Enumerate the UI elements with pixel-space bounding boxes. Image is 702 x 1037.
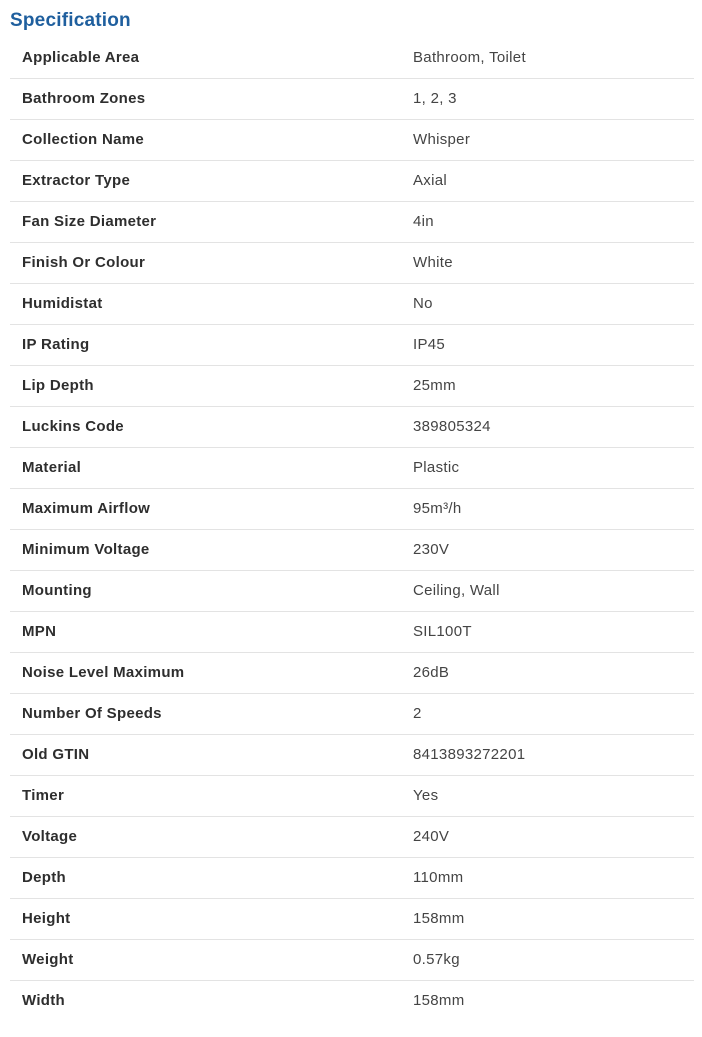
table-row (10, 570, 694, 611)
spec-label: Applicable Area (10, 38, 413, 78)
spec-value: 110mm (413, 857, 694, 898)
spec-value: 0.57kg (413, 939, 694, 980)
spec-label: Height (10, 898, 413, 939)
table-row (10, 201, 694, 242)
spec-value: 158mm (413, 898, 694, 939)
spec-value: White (413, 242, 694, 283)
spec-label: Number Of Speeds (10, 693, 413, 734)
spec-label: MPN (10, 611, 413, 652)
table-row (10, 38, 694, 78)
spec-value: 95m³/h (413, 488, 694, 529)
spec-label: Width (22, 991, 66, 1009)
spec-label: Lip Depth (10, 365, 413, 406)
table-row (10, 324, 694, 365)
specification-table-body (10, 38, 694, 1021)
spec-label: Noise Level Maximum (10, 652, 413, 693)
table-row (10, 119, 694, 160)
table-row (10, 734, 694, 775)
table-row (10, 160, 694, 201)
spec-value: Ceiling, Wall (413, 570, 694, 611)
table-row (10, 447, 694, 488)
spec-value: SIL100T (413, 611, 694, 652)
spec-value: 389805324 (413, 406, 694, 447)
table-row (10, 775, 694, 816)
spec-value: 8413893272201 (413, 734, 694, 775)
table-row (10, 406, 694, 447)
table-row (10, 939, 694, 980)
spec-label: Extractor Type (10, 160, 413, 201)
table-row (10, 898, 694, 939)
spec-value: 4in (413, 201, 694, 242)
spec-value: Yes (413, 775, 694, 816)
spec-label: Finish Or Colour (10, 242, 413, 283)
spec-label: Weight (10, 939, 413, 980)
spec-label: Depth (10, 857, 413, 898)
table-row (10, 693, 694, 734)
specification-table (10, 38, 694, 1021)
table-row (10, 488, 694, 529)
spec-label: Humidistat (10, 283, 413, 324)
spec-label: Fan Size Diameter (10, 201, 413, 242)
table-row (10, 652, 694, 693)
table-row (10, 611, 694, 652)
table-row (10, 242, 694, 283)
spec-value: Whisper (413, 119, 694, 160)
table-row (10, 816, 694, 857)
spec-value: 25mm (413, 365, 694, 406)
spec-label: Old GTIN (10, 734, 413, 775)
spec-value: No (413, 283, 694, 324)
spec-value: Axial (413, 160, 694, 201)
table-row (10, 980, 694, 1021)
table-row (10, 283, 694, 324)
table-row (10, 365, 694, 406)
spec-value: Bathroom, Toilet (413, 38, 694, 78)
table-row (10, 529, 694, 570)
spec-value: 240V (413, 816, 694, 857)
spec-label: Luckins Code (10, 406, 413, 447)
spec-label: Bathroom Zones (10, 78, 413, 119)
spec-label: Mounting (10, 570, 413, 611)
spec-label: IP Rating (10, 324, 413, 365)
table-row (10, 78, 694, 119)
spec-value: 26dB (413, 652, 694, 693)
spec-value: 2 (413, 693, 694, 734)
spec-value: IP45 (413, 324, 694, 365)
spec-value: 158mm (413, 991, 465, 1009)
section-title: Specification (10, 10, 131, 31)
spec-label: Minimum Voltage (10, 529, 413, 570)
spec-value: 230V (413, 529, 694, 570)
spec-value: 1, 2, 3 (413, 78, 694, 119)
table-row (10, 857, 694, 898)
spec-label: Timer (10, 775, 413, 816)
spec-label: Voltage (10, 816, 413, 857)
spec-label: Collection Name (10, 119, 413, 160)
spec-label: Maximum Airflow (10, 488, 413, 529)
spec-label: Material (10, 447, 413, 488)
spec-value: Plastic (413, 447, 694, 488)
